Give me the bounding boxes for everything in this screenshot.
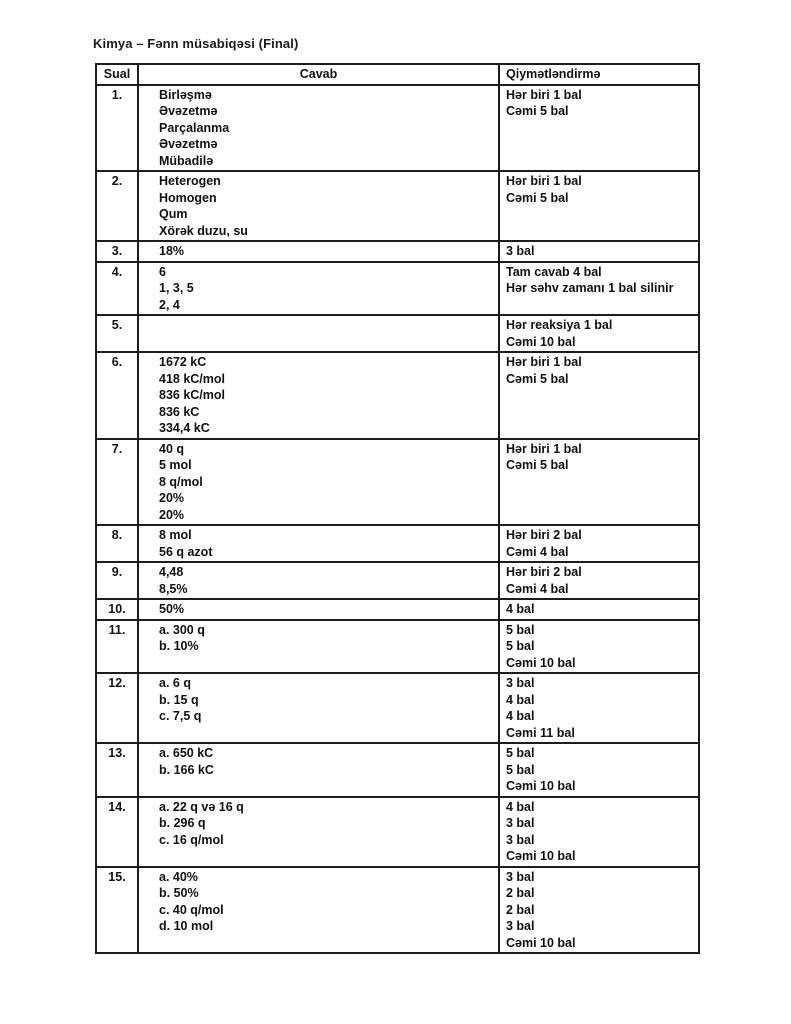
qiymet-line: Cəmi 10 bal <box>506 779 576 793</box>
header-qiymet: Qiymətləndirmə <box>499 64 699 85</box>
qiymet-line: 5 bal <box>506 639 535 653</box>
qiymet-line: Hər səhv zamanı 1 bal silinir <box>506 281 674 295</box>
cavab-line: 4,48 <box>159 565 184 579</box>
qiymet-cell <box>499 439 699 526</box>
cavab-line: b. 296 q <box>159 816 206 830</box>
qiymet-line: Hər reaksiya 1 bal <box>506 318 613 332</box>
cavab-cell <box>138 171 499 241</box>
table-row <box>96 85 699 172</box>
cavab-line: d. 10 mol <box>159 919 214 933</box>
table-row <box>96 599 699 620</box>
qiymet-line: Cəmi 5 bal <box>506 190 569 205</box>
qiymet-line: Cəmi 4 bal <box>506 544 569 559</box>
table-row <box>96 797 699 867</box>
sual-number: 7. <box>96 439 138 526</box>
cavab-cell <box>138 599 499 620</box>
qiymet-line: Hər biri 2 bal <box>506 528 582 542</box>
table-row <box>96 525 699 562</box>
cavab-cell <box>138 673 499 743</box>
qiymet-cell <box>499 562 699 599</box>
cavab-line: Homogen <box>159 190 217 205</box>
cavab-line: 40 q <box>159 441 185 456</box>
cavab-line: Xörək duzu, su <box>159 223 248 238</box>
sual-number: 6. <box>96 352 138 439</box>
cavab-line: 8 q/mol <box>159 474 203 489</box>
cavab-cell <box>138 241 499 262</box>
qiymet-line: 5 bal <box>506 762 535 777</box>
sual-number: 2. <box>96 171 138 241</box>
qiymet-line: 2 bal <box>506 886 535 900</box>
cavab-line: 20% <box>159 491 185 505</box>
qiymet-line: 3 bal <box>506 244 535 258</box>
qiymet-line: Cəmi 10 bal <box>506 849 576 863</box>
answer-table <box>95 63 700 954</box>
table-row <box>96 743 699 797</box>
cavab-line: 1, 3, 5 <box>159 281 194 295</box>
cavab-line: 56 q azot <box>159 544 213 559</box>
cavab-cell <box>138 439 499 526</box>
qiymet-line: 3 bal <box>506 919 535 933</box>
cavab-cell <box>138 867 499 954</box>
cavab-line: a. 300 q <box>159 622 205 637</box>
qiymet-line: 3 bal <box>506 832 535 847</box>
qiymet-line: 3 bal <box>506 676 535 690</box>
qiymet-line: Hər biri 1 bal <box>506 355 582 369</box>
qiymet-line: 4 bal <box>506 799 535 814</box>
table-row <box>96 241 699 262</box>
table-row <box>96 620 699 674</box>
sual-number: 11. <box>96 620 138 674</box>
cavab-line: 8,5% <box>159 581 188 596</box>
sual-number: 12. <box>96 673 138 743</box>
table-row <box>96 867 699 954</box>
cavab-line: b. 166 kC <box>159 762 214 777</box>
qiymet-line: Cəmi 5 bal <box>506 104 569 118</box>
cavab-line: 836 kC/mol <box>159 388 226 402</box>
qiymet-cell <box>499 241 699 262</box>
qiymet-cell <box>499 599 699 620</box>
sual-number: 13. <box>96 743 138 797</box>
qiymet-cell <box>499 743 699 797</box>
cavab-line: 6 <box>159 264 166 279</box>
cavab-cell <box>138 352 499 439</box>
qiymet-line: 4 bal <box>506 602 535 616</box>
cavab-line: a. 22 q və 16 q <box>159 799 244 814</box>
cavab-line: 20% <box>159 507 185 522</box>
cavab-line: Əvəzetmə <box>159 104 218 118</box>
cavab-cell <box>138 85 499 172</box>
cavab-line: 18% <box>159 244 185 258</box>
table-row <box>96 262 699 316</box>
cavab-cell <box>138 562 499 599</box>
qiymet-cell <box>499 867 699 954</box>
qiymet-line: 4 bal <box>506 692 535 707</box>
cavab-line: 8 mol <box>159 528 192 542</box>
cavab-line: a. 650 kC <box>159 746 214 760</box>
sual-number: 14. <box>96 797 138 867</box>
table-row <box>96 439 699 526</box>
sual-number: 9. <box>96 562 138 599</box>
qiymet-line: Cəmi 5 bal <box>506 371 569 386</box>
cavab-cell <box>138 620 499 674</box>
table-header-row <box>96 64 699 85</box>
cavab-line: 418 kC/mol <box>159 371 226 386</box>
sual-number: 15. <box>96 867 138 954</box>
cavab-cell <box>138 525 499 562</box>
qiymet-cell <box>499 620 699 674</box>
cavab-line: 2, 4 <box>159 297 180 312</box>
cavab-line: Birləşmə <box>159 87 212 102</box>
qiymet-cell <box>499 85 699 172</box>
qiymet-cell <box>499 797 699 867</box>
cavab-line: 836 kC <box>159 404 200 419</box>
cavab-line: Parçalanma <box>159 120 230 135</box>
qiymet-line: Hər biri 1 bal <box>506 174 582 188</box>
qiymet-line: 5 bal <box>506 746 535 760</box>
table-row <box>96 673 699 743</box>
qiymet-line: Hər biri 2 bal <box>506 565 582 579</box>
qiymet-line: Cəmi 4 bal <box>506 581 569 596</box>
qiymet-cell <box>499 673 699 743</box>
sual-number: 4. <box>96 262 138 316</box>
qiymet-cell <box>499 262 699 316</box>
qiymet-line: Cəmi 10 bal <box>506 334 576 349</box>
cavab-line: 1672 kC <box>159 355 207 369</box>
cavab-cell <box>138 797 499 867</box>
cavab-line: b. 50% <box>159 886 199 900</box>
cavab-line: a. 6 q <box>159 676 191 690</box>
qiymet-cell <box>499 352 699 439</box>
table-row <box>96 315 699 352</box>
qiymet-cell <box>499 525 699 562</box>
cavab-line: 50% <box>159 602 185 616</box>
qiymet-cell <box>499 171 699 241</box>
cavab-line: c. 16 q/mol <box>159 832 224 847</box>
qiymet-cell <box>499 315 699 352</box>
cavab-line: b. 10% <box>159 639 199 653</box>
page-title: Kimya – Fənn müsabiqəsi (Final) <box>93 36 299 51</box>
qiymet-line: Cəmi 10 bal <box>506 935 576 950</box>
table-body <box>96 85 699 954</box>
cavab-cell <box>138 262 499 316</box>
cavab-cell <box>138 315 499 352</box>
cavab-line: 5 mol <box>159 458 192 472</box>
sual-number: 10. <box>96 599 138 620</box>
cavab-line: c. 40 q/mol <box>159 902 224 917</box>
cavab-line: 334,4 kC <box>159 421 210 435</box>
sual-number: 5. <box>96 315 138 352</box>
qiymet-line: Hər biri 1 bal <box>506 441 582 456</box>
cavab-line: Mübadilə <box>159 153 214 168</box>
header-sual: Sual <box>96 64 138 85</box>
qiymet-line: Cəmi 10 bal <box>506 655 576 670</box>
qiymet-line: 3 bal <box>506 869 535 884</box>
cavab-line: Heterogen <box>159 174 221 188</box>
sual-number: 1. <box>96 85 138 172</box>
sual-number: 8. <box>96 525 138 562</box>
sual-number: 3. <box>96 241 138 262</box>
cavab-line: a. 40% <box>159 869 198 884</box>
table-row <box>96 562 699 599</box>
qiymet-line: Tam cavab 4 bal <box>506 264 602 279</box>
qiymet-line: 3 bal <box>506 816 535 830</box>
qiymet-line: Cəmi 11 bal <box>506 725 575 740</box>
header-cavab: Cavab <box>138 64 499 85</box>
qiymet-line: Cəmi 5 bal <box>506 458 569 472</box>
cavab-line: Əvəzetmə <box>159 137 218 151</box>
table-row <box>96 171 699 241</box>
qiymet-line: 5 bal <box>506 622 535 637</box>
qiymet-line: Hər biri 1 bal <box>506 87 582 102</box>
cavab-line: c. 7,5 q <box>159 709 202 723</box>
cavab-line: b. 15 q <box>159 692 199 707</box>
qiymet-line: 2 bal <box>506 902 535 917</box>
table-row <box>96 352 699 439</box>
cavab-cell <box>138 743 499 797</box>
qiymet-line: 4 bal <box>506 709 535 723</box>
cavab-line: Qum <box>159 207 188 221</box>
